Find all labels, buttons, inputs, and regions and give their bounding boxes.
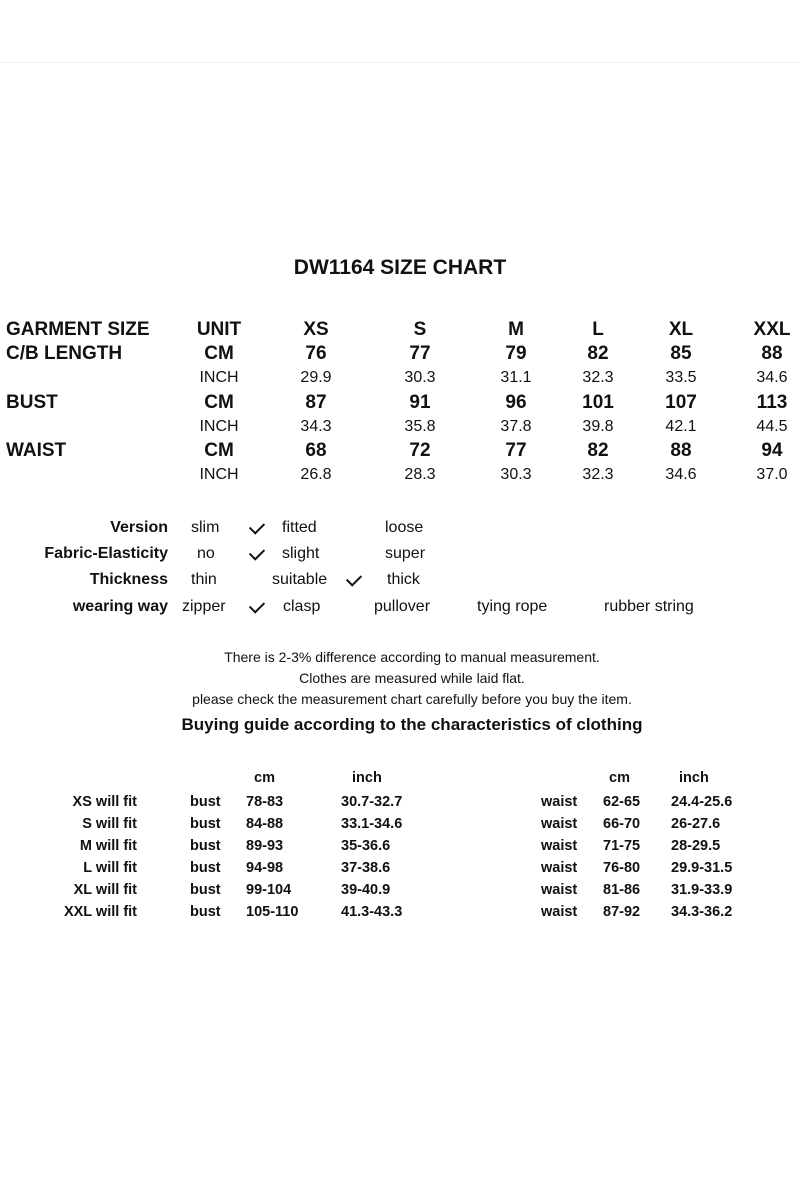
- guide-bust-inch: 33.1-34.6: [341, 816, 403, 832]
- guide-fit-label: XXL will fit: [63, 904, 137, 920]
- attribute-label-0: Version: [110, 519, 168, 536]
- top-divider: [0, 62, 800, 63]
- size-header-m: M: [508, 319, 524, 340]
- inch-value: 42.1: [665, 418, 697, 435]
- guide-waist-inch: 24.4-25.6: [671, 794, 733, 810]
- row-label-2: WAIST: [6, 440, 67, 461]
- guide-bust-label: bust: [190, 794, 221, 810]
- attribute-option: slim: [191, 519, 220, 536]
- guide-bust-cm: 89-93: [246, 838, 284, 854]
- cm-value: 76: [305, 343, 327, 364]
- inch-unit-1: INCH: [199, 418, 239, 435]
- cm-value: 82: [587, 440, 609, 461]
- guide-waist-label: waist: [541, 838, 578, 854]
- guide-fit-label: XL will fit: [73, 882, 137, 898]
- guide-waist-label: waist: [541, 794, 578, 810]
- cm-value: 68: [305, 440, 327, 461]
- note-line-1: There is 2-3% difference according to manual measurement.: [224, 649, 600, 665]
- guide-cm-header-bust: cm: [254, 770, 275, 786]
- cm-value: 72: [409, 440, 431, 461]
- guide-waist-inch: 29.9-31.5: [671, 860, 733, 876]
- cm-value: 82: [587, 343, 609, 364]
- inch-value: 29.9: [300, 369, 332, 386]
- guide-waist-inch: 26-27.6: [671, 816, 721, 832]
- cm-value: 77: [505, 440, 527, 461]
- guide-bust-cm: 99-104: [246, 882, 292, 898]
- guide-bust-cm: 78-83: [246, 794, 284, 810]
- guide-waist-inch: 31.9-33.9: [671, 882, 733, 898]
- inch-value: 34.6: [756, 369, 788, 386]
- guide-fit-label: XS will fit: [72, 794, 137, 810]
- inch-value: 37.8: [500, 418, 532, 435]
- guide-fit-label: M will fit: [79, 838, 137, 854]
- inch-value: 32.3: [582, 466, 614, 483]
- cm-value: 96: [505, 392, 527, 413]
- cm-value: 107: [665, 392, 697, 413]
- guide-bust-cm: 84-88: [246, 816, 284, 832]
- guide-inch-header-waist: inch: [679, 770, 709, 786]
- guide-waist-cm: 76-80: [603, 860, 641, 876]
- note-line-2: Clothes are measured while laid flat.: [299, 670, 525, 686]
- attribute-option: fitted: [282, 519, 317, 536]
- guide-bust-cm: 94-98: [246, 860, 284, 876]
- attribute-option: tying rope: [477, 598, 548, 615]
- guide-bust-label: bust: [190, 860, 221, 876]
- guide-waist-label: waist: [541, 860, 578, 876]
- guide-waist-label: waist: [541, 816, 578, 832]
- check-icon: [249, 518, 265, 534]
- cm-value: 88: [670, 440, 692, 461]
- guide-bust-label: bust: [190, 816, 221, 832]
- size-header-s: S: [413, 319, 427, 340]
- guide-cm-header-waist: cm: [609, 770, 630, 786]
- cm-value: 87: [305, 392, 327, 413]
- attribute-label-1: Fabric-Elasticity: [44, 545, 168, 562]
- cm-value: 91: [409, 392, 431, 413]
- attribute-option: rubber string: [604, 598, 694, 615]
- attribute-option: thin: [191, 571, 217, 588]
- guide-waist-cm: 81-86: [603, 882, 641, 898]
- inch-value: 37.0: [756, 466, 788, 483]
- attribute-option: slight: [282, 545, 320, 562]
- garment-size-label: GARMENT SIZE: [6, 319, 150, 340]
- guide-waist-inch: 34.3-36.2: [671, 904, 733, 920]
- inch-value: 33.5: [665, 369, 697, 386]
- attribute-option: no: [197, 545, 215, 562]
- inch-value: 30.3: [500, 466, 532, 483]
- inch-value: 34.3: [300, 418, 332, 435]
- cm-unit-0: CM: [204, 343, 234, 364]
- inch-value: 32.3: [582, 369, 614, 386]
- check-icon: [249, 544, 265, 560]
- guide-waist-cm: 87-92: [603, 904, 641, 920]
- guide-waist-label: waist: [541, 882, 578, 898]
- attribute-option: clasp: [283, 598, 321, 615]
- check-icon: [346, 570, 362, 586]
- row-label-1: BUST: [6, 392, 58, 413]
- attribute-option: loose: [385, 519, 424, 536]
- inch-value: 34.6: [665, 466, 697, 483]
- cm-value: 113: [756, 392, 788, 413]
- cm-value: 85: [670, 343, 692, 364]
- attribute-option: suitable: [272, 571, 328, 588]
- guide-waist-cm: 66-70: [603, 816, 641, 832]
- attribute-option: pullover: [374, 598, 431, 615]
- guide-fit-label: S will fit: [82, 816, 137, 832]
- guide-bust-label: bust: [190, 904, 221, 920]
- inch-value: 39.8: [582, 418, 614, 435]
- row-label-0: C/B LENGTH: [6, 343, 123, 364]
- check-icon: [249, 597, 265, 613]
- guide-waist-cm: 62-65: [603, 794, 641, 810]
- cm-value: 77: [409, 343, 431, 364]
- guide-waist-cm: 71-75: [603, 838, 641, 854]
- guide-bust-inch: 30.7-32.7: [341, 794, 403, 810]
- cm-value: 101: [582, 392, 614, 413]
- inch-value: 35.8: [404, 418, 436, 435]
- guide-bust-inch: 39-40.9: [341, 882, 391, 898]
- attribute-option: zipper: [182, 598, 226, 615]
- inch-value: 31.1: [500, 369, 532, 386]
- unit-header: UNIT: [196, 319, 242, 340]
- inch-value: 26.8: [300, 466, 332, 483]
- inch-value: 28.3: [404, 466, 436, 483]
- page-title: DW1164 SIZE CHART: [293, 256, 507, 279]
- cm-value: 94: [761, 440, 783, 461]
- guide-bust-inch: 35-36.6: [341, 838, 391, 854]
- guide-waist-inch: 28-29.5: [671, 838, 721, 854]
- inch-value: 30.3: [404, 369, 436, 386]
- guide-fit-label: L will fit: [83, 860, 137, 876]
- attribute-option: thick: [387, 571, 420, 588]
- cm-value: 79: [505, 343, 527, 364]
- guide-waist-label: waist: [541, 904, 578, 920]
- size-header-xl: XL: [668, 319, 694, 340]
- size-header-l: L: [592, 319, 604, 340]
- cm-unit-1: CM: [204, 392, 234, 413]
- attribute-label-3: wearing way: [72, 598, 168, 615]
- cm-unit-2: CM: [204, 440, 234, 461]
- guide-bust-inch: 41.3-43.3: [341, 904, 403, 920]
- guide-bust-label: bust: [190, 838, 221, 854]
- cm-value: 88: [761, 343, 783, 364]
- note-line-3: please check the measurement chart carefully before you buy the item.: [192, 691, 632, 707]
- inch-unit-0: INCH: [199, 369, 239, 386]
- guide-bust-inch: 37-38.6: [341, 860, 391, 876]
- attribute-option: super: [385, 545, 426, 562]
- inch-value: 44.5: [756, 418, 788, 435]
- size-header-xs: XS: [303, 319, 329, 340]
- guide-inch-header-bust: inch: [352, 770, 382, 786]
- inch-unit-2: INCH: [199, 466, 239, 483]
- attribute-label-2: Thickness: [89, 571, 168, 588]
- buying-guide-title: Buying guide according to the characteristics of clothing: [181, 715, 643, 734]
- guide-bust-label: bust: [190, 882, 221, 898]
- size-header-xxl: XXL: [753, 319, 791, 340]
- guide-bust-cm: 105-110: [246, 904, 299, 920]
